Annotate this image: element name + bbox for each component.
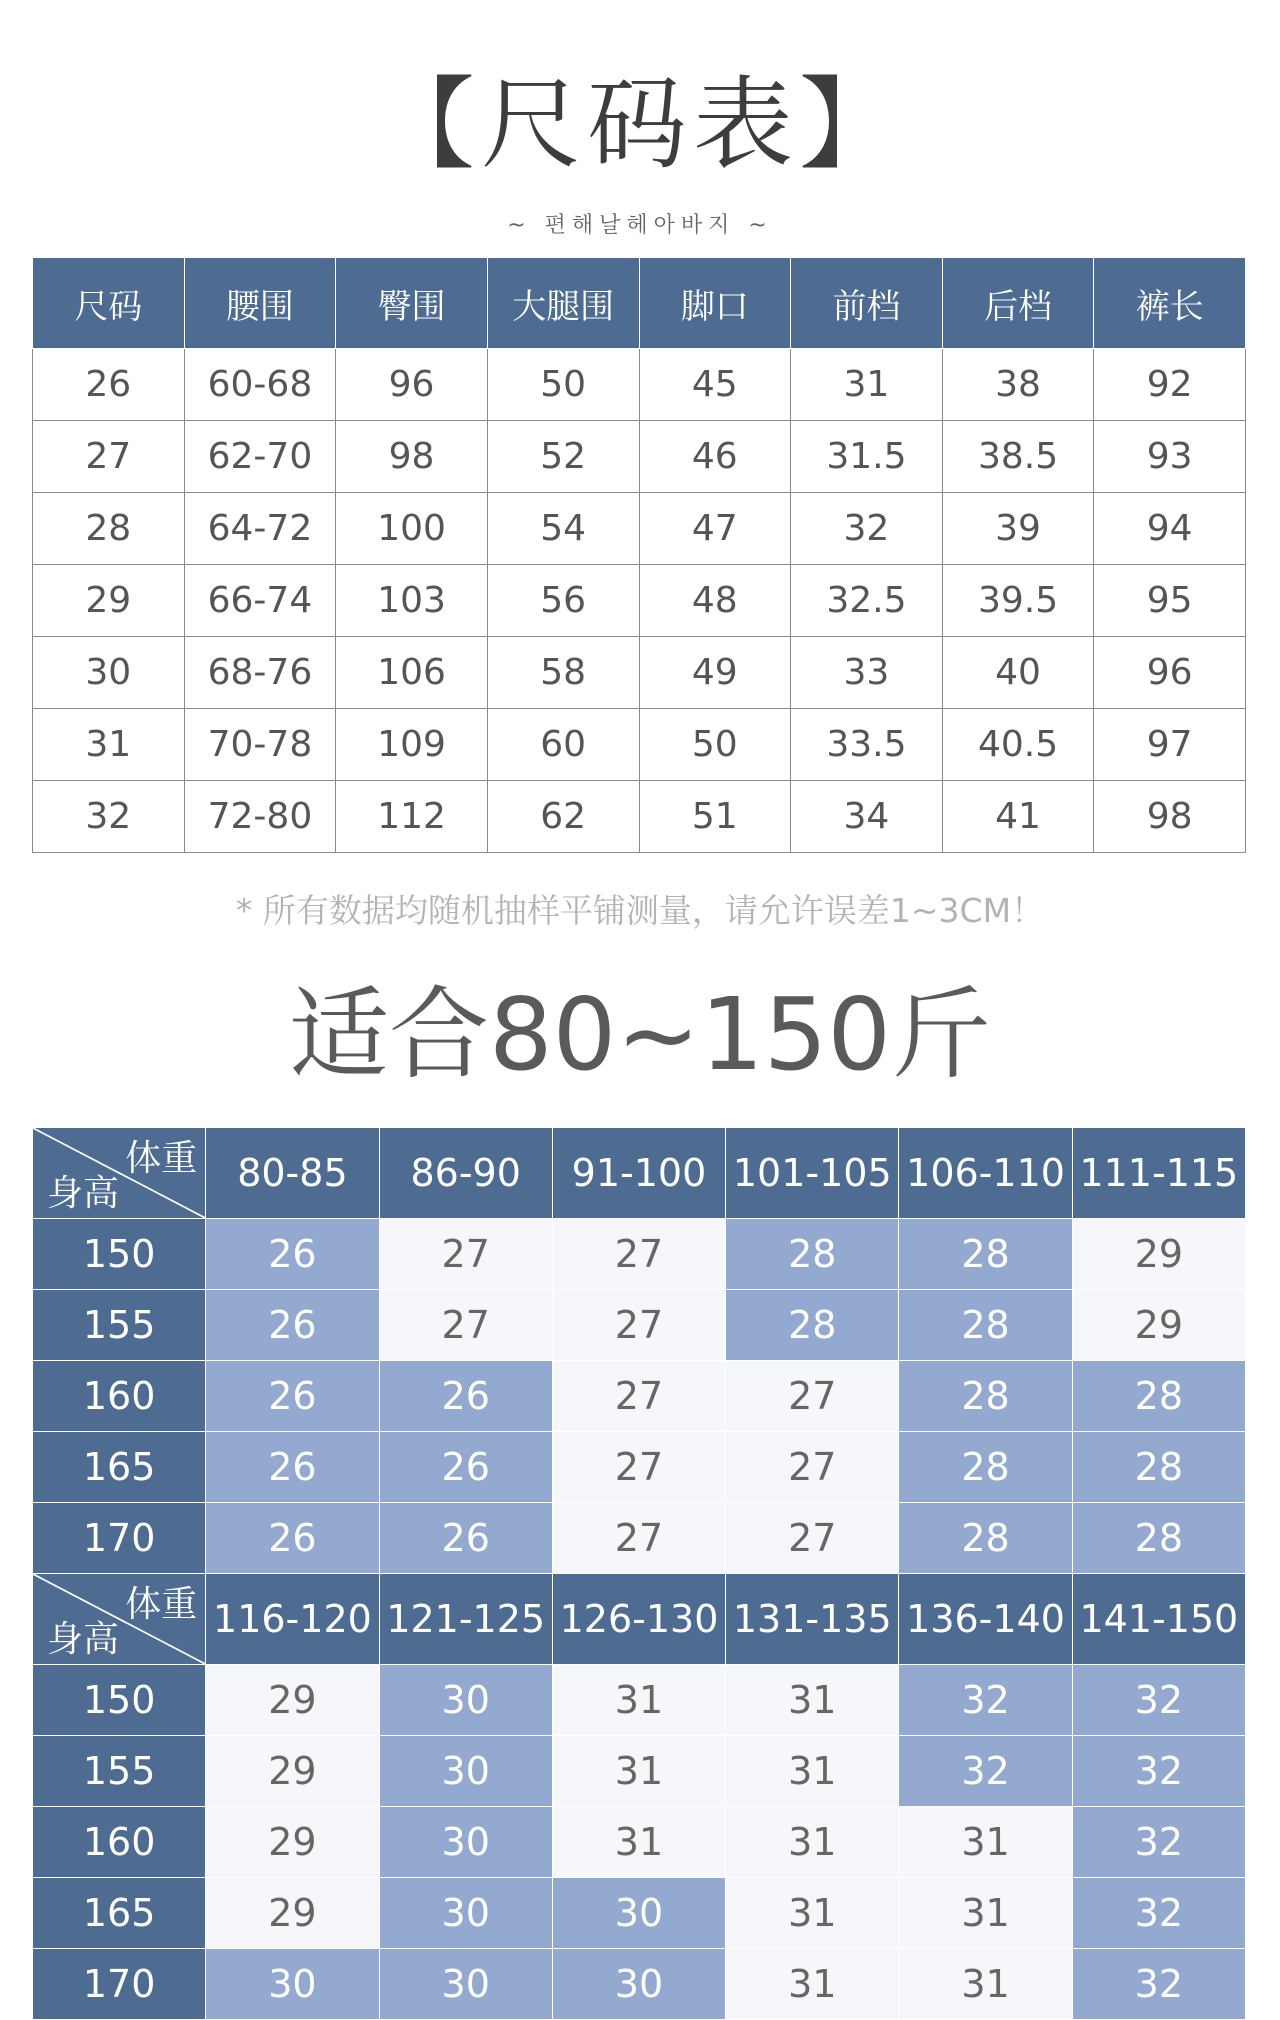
table-cell: 30 xyxy=(33,637,185,709)
table-cell: 27 xyxy=(33,421,185,493)
size-recommendation-cell: 31 xyxy=(726,1949,899,2020)
table-cell: 40.5 xyxy=(942,709,1094,781)
table-cell: 31 xyxy=(791,349,943,421)
size-recommendation-cell: 26 xyxy=(206,1432,379,1503)
table-cell: 54 xyxy=(487,493,639,565)
size-recommendation-cell: 32 xyxy=(1072,1949,1245,2020)
table-cell: 31 xyxy=(33,709,185,781)
size-recommendation-cell: 31 xyxy=(726,1878,899,1949)
size-recommendation-cell: 32 xyxy=(1072,1807,1245,1878)
height-row-header: 165 xyxy=(33,1432,206,1503)
weight-range-header: 91-100 xyxy=(552,1128,725,1219)
table-cell: 60-68 xyxy=(184,349,336,421)
table-cell: 41 xyxy=(942,781,1094,853)
table-cell: 96 xyxy=(336,349,488,421)
weight-range-header: 121-125 xyxy=(379,1574,552,1665)
table-cell: 70-78 xyxy=(184,709,336,781)
size-recommendation-cell: 32 xyxy=(1072,1736,1245,1807)
table-row xyxy=(33,637,1246,709)
table-cell: 68-76 xyxy=(184,637,336,709)
size-recommendation-cell: 31 xyxy=(552,1736,725,1807)
fit-row xyxy=(33,1290,1246,1361)
table-cell: 100 xyxy=(336,493,488,565)
height-row-header: 165 xyxy=(33,1878,206,1949)
size-recommendation-cell: 30 xyxy=(379,1736,552,1807)
table-row xyxy=(33,421,1246,493)
fit-header-row xyxy=(33,1128,1246,1219)
table-cell: 29 xyxy=(33,565,185,637)
size-recommendation-cell: 28 xyxy=(1072,1503,1245,1574)
fit-row xyxy=(33,1432,1246,1503)
size-recommendation-cell: 30 xyxy=(379,1665,552,1736)
size-column-header: 尺码 xyxy=(33,258,185,349)
table-row xyxy=(33,565,1246,637)
size-recommendation-cell: 27 xyxy=(552,1361,725,1432)
size-recommendation-cell: 29 xyxy=(206,1665,379,1736)
fit-title: 适合80~150斤 xyxy=(289,976,991,1093)
table-cell: 45 xyxy=(639,349,791,421)
size-recommendation-cell: 27 xyxy=(552,1432,725,1503)
size-recommendation-cell: 26 xyxy=(206,1503,379,1574)
size-recommendation-cell: 27 xyxy=(552,1219,725,1290)
size-recommendation-cell: 31 xyxy=(899,1878,1072,1949)
size-table-body xyxy=(33,349,1246,853)
size-column-header: 前档 xyxy=(791,258,943,349)
size-column-header: 大腿围 xyxy=(487,258,639,349)
table-cell: 60 xyxy=(487,709,639,781)
size-recommendation-cell: 26 xyxy=(206,1361,379,1432)
weight-range-header: 80-85 xyxy=(206,1128,379,1219)
table-cell: 50 xyxy=(639,709,791,781)
size-recommendation-cell: 30 xyxy=(552,1949,725,2020)
size-recommendation-cell: 28 xyxy=(726,1219,899,1290)
size-recommendation-cell: 27 xyxy=(726,1361,899,1432)
table-cell: 52 xyxy=(487,421,639,493)
table-cell: 62-70 xyxy=(184,421,336,493)
table-cell: 92 xyxy=(1094,349,1246,421)
size-recommendation-cell: 28 xyxy=(899,1290,1072,1361)
size-recommendation-cell: 30 xyxy=(379,1807,552,1878)
size-recommendation-cell: 28 xyxy=(899,1432,1072,1503)
table-cell: 109 xyxy=(336,709,488,781)
weight-range-header: 141-150 xyxy=(1072,1574,1245,1665)
table-cell: 51 xyxy=(639,781,791,853)
table-cell: 32.5 xyxy=(791,565,943,637)
height-row-header: 160 xyxy=(33,1361,206,1432)
size-recommendation-cell: 31 xyxy=(726,1665,899,1736)
fit-corner-cell xyxy=(33,1574,206,1665)
size-recommendation-cell: 31 xyxy=(899,1949,1072,2020)
table-cell: 38.5 xyxy=(942,421,1094,493)
size-recommendation-cell: 32 xyxy=(1072,1665,1245,1736)
table-cell: 66-74 xyxy=(184,565,336,637)
size-recommendation-cell: 30 xyxy=(379,1878,552,1949)
height-row-header: 155 xyxy=(33,1736,206,1807)
fit-row xyxy=(33,1503,1246,1574)
table-cell: 32 xyxy=(791,493,943,565)
size-recommendation-cell: 27 xyxy=(726,1432,899,1503)
size-recommendation-cell: 28 xyxy=(1072,1432,1245,1503)
fit-row xyxy=(33,1807,1246,1878)
table-cell: 103 xyxy=(336,565,488,637)
size-recommendation-cell: 30 xyxy=(206,1949,379,2020)
corner-weight-label: 体重 xyxy=(125,1138,198,1179)
table-cell: 34 xyxy=(791,781,943,853)
table-row xyxy=(33,709,1246,781)
size-recommendation-cell: 30 xyxy=(552,1878,725,1949)
size-recommendation-cell: 28 xyxy=(899,1219,1072,1290)
table-cell: 98 xyxy=(336,421,488,493)
size-column-header: 臀围 xyxy=(336,258,488,349)
table-cell: 40 xyxy=(942,637,1094,709)
size-recommendation-cell: 28 xyxy=(1072,1361,1245,1432)
size-recommendation-cell: 26 xyxy=(379,1361,552,1432)
size-recommendation-cell: 31 xyxy=(552,1665,725,1736)
size-recommendation-cell: 31 xyxy=(552,1807,725,1878)
weight-range-header: 106-110 xyxy=(899,1128,1072,1219)
height-row-header: 170 xyxy=(33,1503,206,1574)
weight-range-header: 116-120 xyxy=(206,1574,379,1665)
fit-chart-table xyxy=(32,1127,1246,2020)
size-recommendation-cell: 27 xyxy=(726,1503,899,1574)
page-title: 【尺码表】 xyxy=(375,66,905,183)
size-recommendation-cell: 31 xyxy=(726,1736,899,1807)
weight-range-header: 101-105 xyxy=(726,1128,899,1219)
table-cell: 49 xyxy=(639,637,791,709)
table-cell: 46 xyxy=(639,421,791,493)
fit-row xyxy=(33,1949,1246,2020)
size-recommendation-cell: 27 xyxy=(552,1503,725,1574)
table-cell: 39.5 xyxy=(942,565,1094,637)
fit-row xyxy=(33,1736,1246,1807)
height-row-header: 160 xyxy=(33,1807,206,1878)
table-cell: 97 xyxy=(1094,709,1246,781)
weight-range-header: 136-140 xyxy=(899,1574,1072,1665)
size-recommendation-cell: 32 xyxy=(899,1736,1072,1807)
corner-height-label: 身高 xyxy=(47,1619,120,1660)
size-recommendation-cell: 30 xyxy=(379,1949,552,2020)
fit-header-row xyxy=(33,1574,1246,1665)
size-column-header: 裤长 xyxy=(1094,258,1246,349)
size-recommendation-cell: 26 xyxy=(379,1503,552,1574)
size-recommendation-cell: 29 xyxy=(206,1807,379,1878)
weight-range-header: 126-130 xyxy=(552,1574,725,1665)
fit-row xyxy=(33,1361,1246,1432)
table-cell: 64-72 xyxy=(184,493,336,565)
size-recommendation-cell: 29 xyxy=(1072,1290,1245,1361)
size-recommendation-cell: 29 xyxy=(206,1878,379,1949)
height-row-header: 150 xyxy=(33,1665,206,1736)
table-cell: 33 xyxy=(791,637,943,709)
size-column-header: 后档 xyxy=(942,258,1094,349)
size-recommendation-cell: 28 xyxy=(899,1361,1072,1432)
weight-range-header: 111-115 xyxy=(1072,1128,1245,1219)
table-cell: 58 xyxy=(487,637,639,709)
table-cell: 62 xyxy=(487,781,639,853)
size-recommendation-cell: 28 xyxy=(726,1290,899,1361)
table-cell: 38 xyxy=(942,349,1094,421)
height-row-header: 170 xyxy=(33,1949,206,2020)
weight-range-header: 86-90 xyxy=(379,1128,552,1219)
size-recommendation-cell: 31 xyxy=(726,1807,899,1878)
size-recommendation-cell: 32 xyxy=(1072,1878,1245,1949)
table-cell: 96 xyxy=(1094,637,1246,709)
table-cell: 106 xyxy=(336,637,488,709)
table-row xyxy=(33,349,1246,421)
fit-row xyxy=(33,1878,1246,1949)
size-recommendation-cell: 27 xyxy=(379,1290,552,1361)
size-recommendation-cell: 32 xyxy=(899,1665,1072,1736)
table-cell: 56 xyxy=(487,565,639,637)
table-cell: 94 xyxy=(1094,493,1246,565)
table-cell: 95 xyxy=(1094,565,1246,637)
size-recommendation-cell: 26 xyxy=(206,1290,379,1361)
size-recommendation-cell: 26 xyxy=(206,1219,379,1290)
size-recommendation-cell: 29 xyxy=(206,1736,379,1807)
size-recommendation-cell: 31 xyxy=(899,1807,1072,1878)
size-table-header xyxy=(33,258,1246,349)
fit-corner-cell xyxy=(33,1128,206,1219)
page-subtitle: ~ 편해날헤아바지 ~ xyxy=(507,213,773,238)
fit-chart-body xyxy=(33,1128,1246,2020)
size-recommendation-cell: 26 xyxy=(379,1432,552,1503)
table-cell: 47 xyxy=(639,493,791,565)
table-cell: 112 xyxy=(336,781,488,853)
table-cell: 31.5 xyxy=(791,421,943,493)
table-cell: 93 xyxy=(1094,421,1246,493)
fit-row xyxy=(33,1665,1246,1736)
size-table xyxy=(32,257,1246,853)
size-recommendation-cell: 28 xyxy=(899,1503,1072,1574)
size-column-header: 脚口 xyxy=(639,258,791,349)
table-cell: 32 xyxy=(33,781,185,853)
size-column-header: 腰围 xyxy=(184,258,336,349)
table-row xyxy=(33,781,1246,853)
height-row-header: 150 xyxy=(33,1219,206,1290)
table-cell: 48 xyxy=(639,565,791,637)
table-cell: 98 xyxy=(1094,781,1246,853)
corner-height-label: 身高 xyxy=(47,1173,120,1214)
table-cell: 72-80 xyxy=(184,781,336,853)
table-cell: 28 xyxy=(33,493,185,565)
size-recommendation-cell: 29 xyxy=(1072,1219,1245,1290)
table-cell: 50 xyxy=(487,349,639,421)
table-row xyxy=(33,493,1246,565)
height-row-header: 155 xyxy=(33,1290,206,1361)
weight-range-header: 131-135 xyxy=(726,1574,899,1665)
size-recommendation-cell: 27 xyxy=(379,1219,552,1290)
fit-row xyxy=(33,1219,1246,1290)
table-cell: 39 xyxy=(942,493,1094,565)
table-cell: 26 xyxy=(33,349,185,421)
size-recommendation-cell: 27 xyxy=(552,1290,725,1361)
corner-weight-label: 体重 xyxy=(125,1584,198,1625)
table-cell: 33.5 xyxy=(791,709,943,781)
measurement-note: * 所有数据均随机抽样平铺测量，请允许误差1~3CM！ xyxy=(235,891,1045,930)
